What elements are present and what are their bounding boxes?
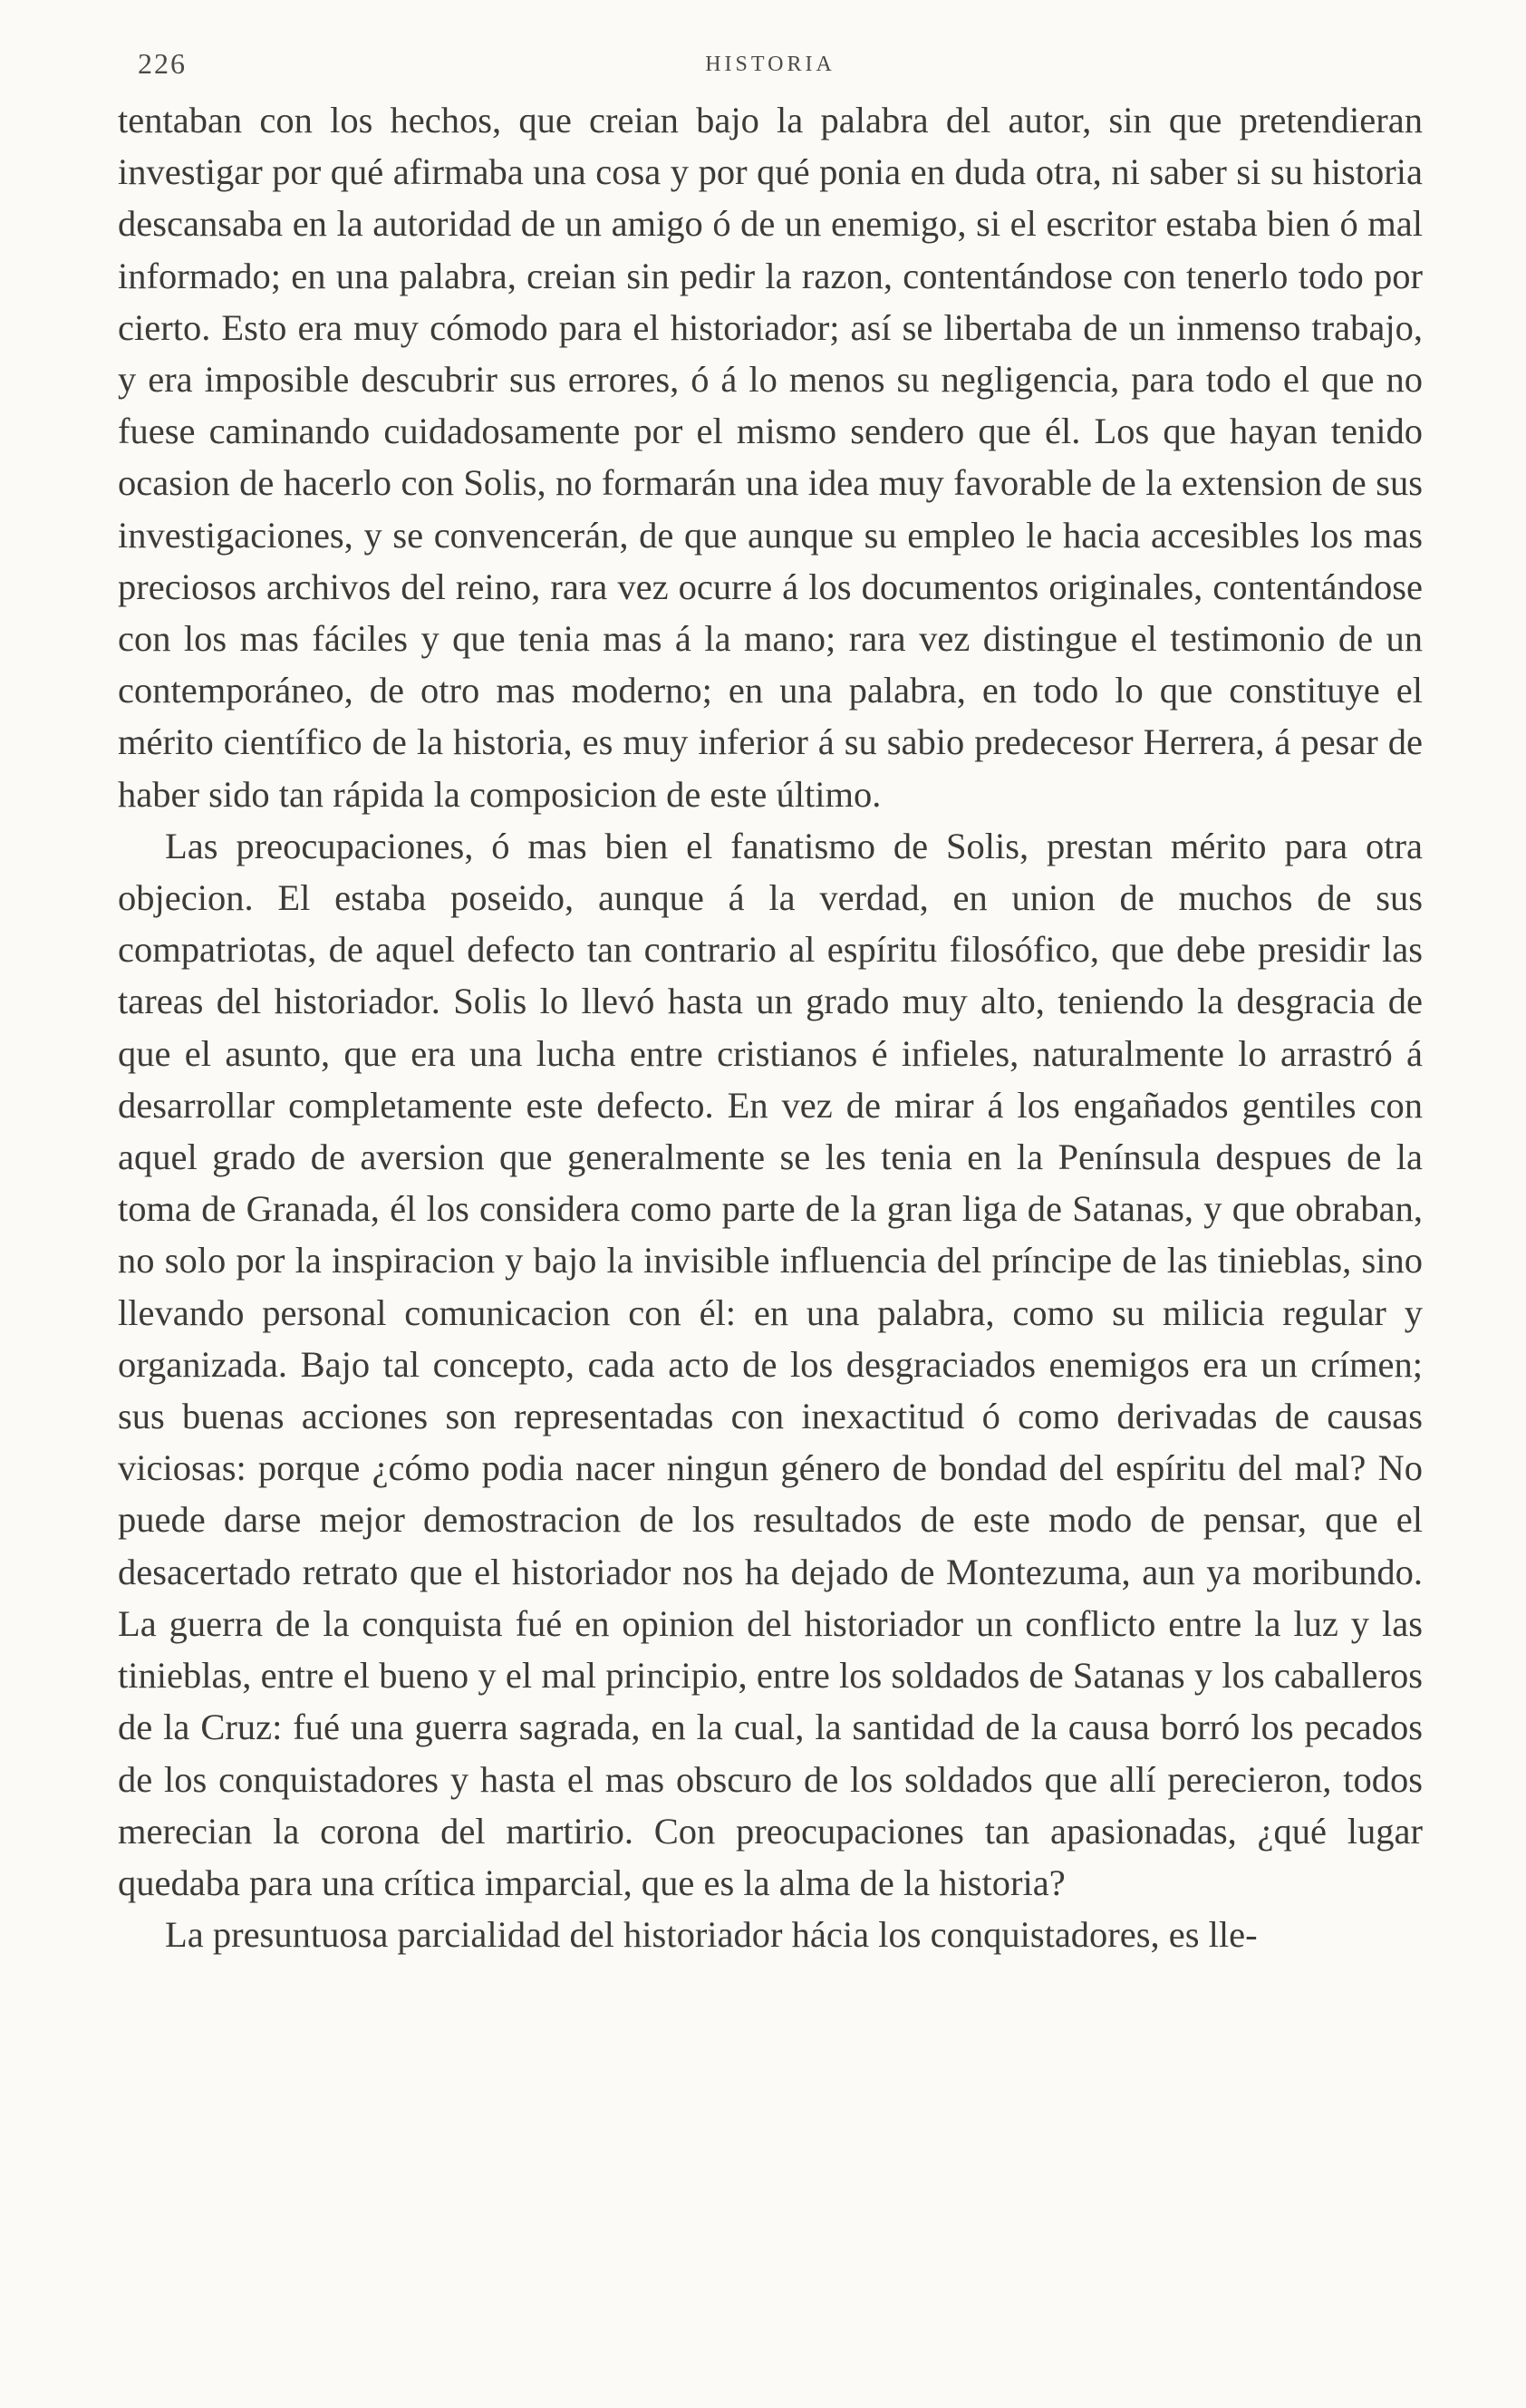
paragraph-continuation: tentaban con los hechos, que creian bajo la palabra del autor, sin que pretendieran investigar por qué afirmaba una cosa y por qué ponia en duda otra, ni saber si su historia descansaba en la autoridad de un amigo ó de un enemigo, si el escritor estaba bien ó mal informado; en una palabra, creian sin pedir la razon, contentándose con tenerlo todo por cierto. Esto era muy cómodo para el historiador; así se libertaba de un inmenso trabajo, y era imposible descubrir sus errores, ó á lo menos su negligencia, para todo el que no fuese caminando cuidadosamente por el mismo sendero que él. Los que hayan tenido ocasion de hacerlo con Solis, no formarán una idea muy favorable de la extension de sus investigaciones, y se convencerán, de que aunque su empleo le hacia accesibles los mas preciosos archivos del reino, rara vez ocurre á los documentos originales, contentándose con los mas fáciles y que tenia mas á la mano; rara vez distingue el testimonio de un contemporáneo, de otro mas moderno; en una palabra, en todo lo que constituye el mérito científico de la historia, es muy inferior á su sabio predecesor Herrera, á pesar de haber sido tan rápida la composicion de este último. — [118, 100, 1423, 815]
book-page — [118, 47, 1423, 1960]
body-text — [118, 94, 1423, 1960]
running-head — [118, 47, 1423, 83]
running-title: HISTORIA — [705, 53, 835, 76]
paragraph-preocupaciones: Las preocupaciones, ó mas bien el fanatismo de Solis, prestan mérito para otra objecion. El estaba poseido, aunque á la verdad, en union de muchos de sus compatriotas, de aquel defecto tan contrario al espíritu filosófico, que debe presidir las tareas del historiador. Solis lo llevó hasta un grado muy alto, teniendo la desgracia de que el asunto, que era una lucha entre cristianos é infieles, naturalmente lo arrastró á desarrollar completamente este defecto. En vez de mirar á los engañados gentiles con aquel grado de aversion que generalmente se les tenia en la Península despues de la toma de Granada, él los considera como parte de la gran liga de Satanas, y que obraban, no solo por la inspiracion y bajo la invisible influencia del príncipe de las tinieblas, sino llevando personal comunicacion con él: en una palabra, como su milicia regular y organizada. Bajo tal concepto, cada acto de los desgraciados enemigos era un crímen; sus buenas acciones son representadas con inexactitud ó como derivadas de causas viciosas: porque ¿cómo podia nacer ningun género de bondad del espíritu del mal? No puede darse mejor demostracion de los resultados de este modo de pensar, que el desacertado retrato que el historiador nos ha dejado de Montezuma, aun ya moribundo. La guerra de la conquista fué en opinion del historiador un conflicto entre la luz y las tinieblas, entre el bueno y el mal principio, entre los soldados de Satanas y los caballeros de la Cruz: fué una guerra sagrada, en la cual, la santidad de la causa borró los pecados de los conquistadores y hasta el mas obscuro de los soldados que allí perecieron, todos merecian la corona del martirio. Con preocupaciones tan apasionadas, ¿qué lugar quedaba para una crítica imparcial, que es la alma de la historia? — [118, 825, 1423, 1903]
paragraph-presuntuosa: La presuntuosa parcialidad del historiador hácia los conquistadores, es lle- — [165, 1914, 1258, 1956]
page-number: 226 — [138, 47, 187, 80]
